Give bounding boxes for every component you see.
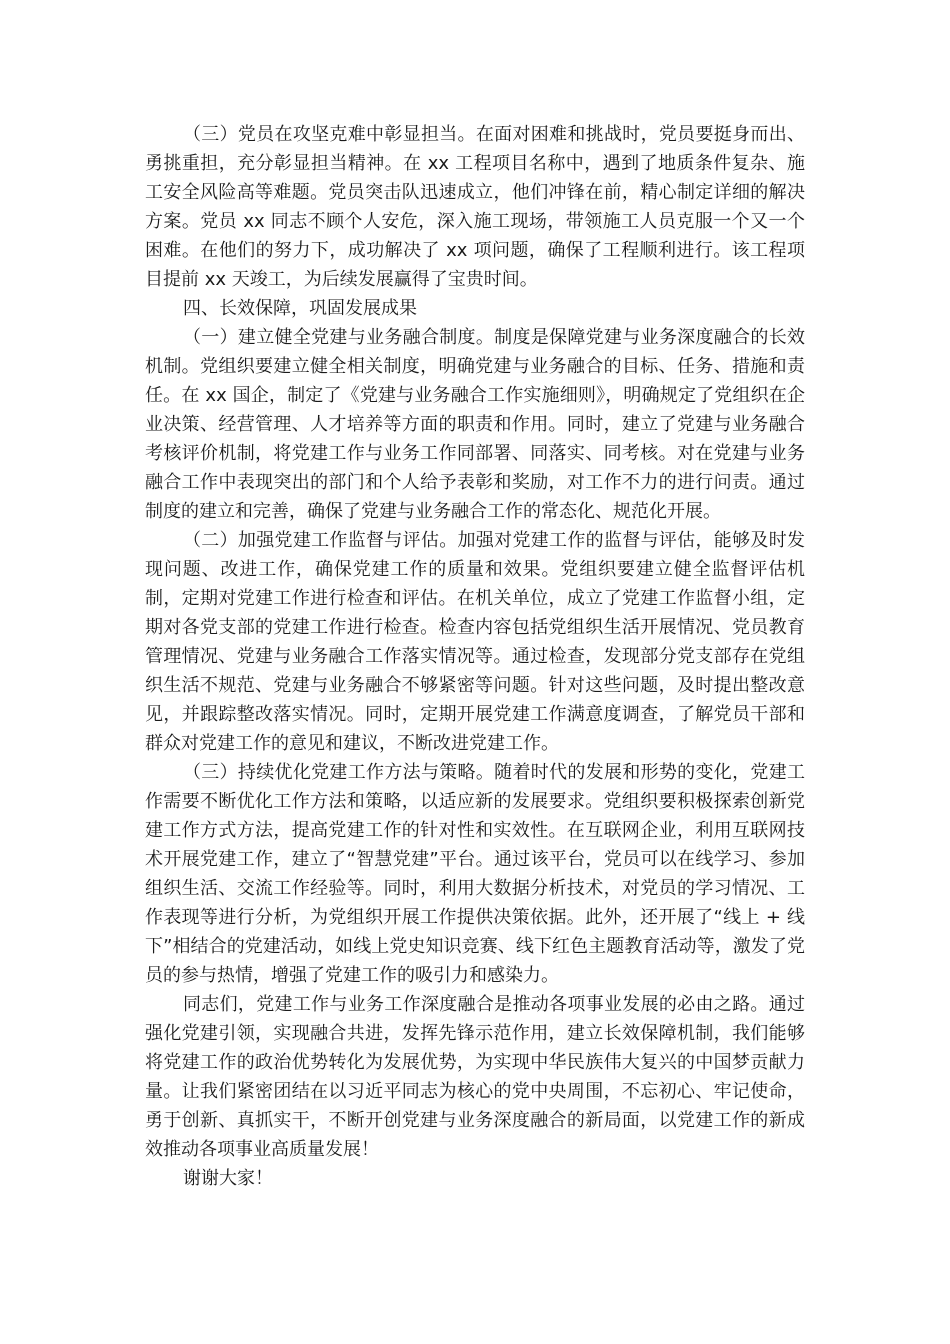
paragraph-conclusion: 同志们，党建工作与业务工作深度融合是推动各项事业发展的必由之路。通过强化党建引领，实现融合共进，发挥先锋示范作用，建立长效保障机制，我们能够将党建工作的政治优势转化为发展优势，为实现中华民族伟大复兴的中国梦贡献力量。让我们紧密团结在以习近平同志为核心的党中央周围，不忘初心、牢记使命，勇于创新、真抓实干，不断开创党建与业务深度融合的新局面，以党建工作的新成效推动各项事业高质量发展！ bbox=[145, 994, 805, 1160]
section-heading-long-term-guarantee: 四、长效保障，巩固发展成果 bbox=[183, 298, 417, 319]
paragraph-optimize-methods: （三）持续优化党建工作方法与策略。随着时代的发展和形势的变化，党建工作需要不断优化工作方法和策略，以适应新的发展要求。党组织要积极探索创新党建工作方式方法，提高党建工作的针对性和实效性。在互联网企业，利用互联网技术开展党建工作，建立了“智慧党建”平台。通过该平台，党员可以在线学习、参加组织生活、交流工作经验等。同时，利用大数据分析技术，对党员的学习情况、工作表现等进行分析，为党组织开展工作提供决策依据。此外，还开展了“线上 + 线下”相结合的党建活动，如线上党史知识竞赛、线下红色主题教育活动等，激发了党员的参与热情，增强了党建工作的吸引力和感染力。 bbox=[145, 762, 805, 986]
closing-thanks: 谢谢大家！ bbox=[183, 1168, 273, 1189]
document-page bbox=[145, 120, 805, 1193]
paragraph-party-members-take-responsibility: （三）党员在攻坚克难中彰显担当。在面对困难和挑战时，党员要挺身而出、勇挑重担，充分彰显担当精神。在 xx 工程项目名称中，遇到了地质条件复杂、施工安全风险高等难题。党员突击队迅速成立，他们冲锋在前，精心制定详细的解决方案。党员 xx 同志不顾个人安危，深入施工现场，带领施工人员克服一个又一个困难。在他们的努力下，成功解决了 xx 项问题，确保了工程顺利进行。该工程项目提前 xx 天竣工，为后续发展赢得了宝贵时间。 bbox=[145, 124, 805, 290]
paragraph-integration-system: （一）建立健全党建与业务融合制度。制度是保障党建与业务深度融合的长效机制。党组织要建立健全相关制度，明确党建与业务融合的目标、任务、措施和责任。在 xx 国企，制定了《党建与业务融合工作实施细则》，明确规定了党组织在企业决策、经营管理、人才培养等方面的职责和作用。同时，建立了党建与业务融合考核评价机制，将党建工作与业务工作同部署、同落实、同考核。对在党建与业务融合工作中表现突出的部门和个人给予表彰和奖励，对工作不力的进行问责。通过制度的建立和完善，确保了党建与业务融合工作的常态化、规范化开展。 bbox=[145, 327, 805, 522]
paragraph-supervision-evaluation: （二）加强党建工作监督与评估。加强对党建工作的监督与评估，能够及时发现问题、改进工作，确保党建工作的质量和效果。党组织要建立健全监督评估机制，定期对党建工作进行检查和评估。在机关单位，成立了党建工作监督小组，定期对各党支部的党建工作进行检查。检查内容包括党组织生活开展情况、党员教育管理情况、党建与业务融合工作落实情况等。通过检查，发现部分党支部存在党组织生活不规范、党建与业务融合不够紧密等问题。针对这些问题，及时提出整改意见，并跟踪整改落实情况。同时，定期开展党建工作满意度调查，了解党员干部和群众对党建工作的意见和建议，不断改进党建工作。 bbox=[145, 530, 805, 754]
